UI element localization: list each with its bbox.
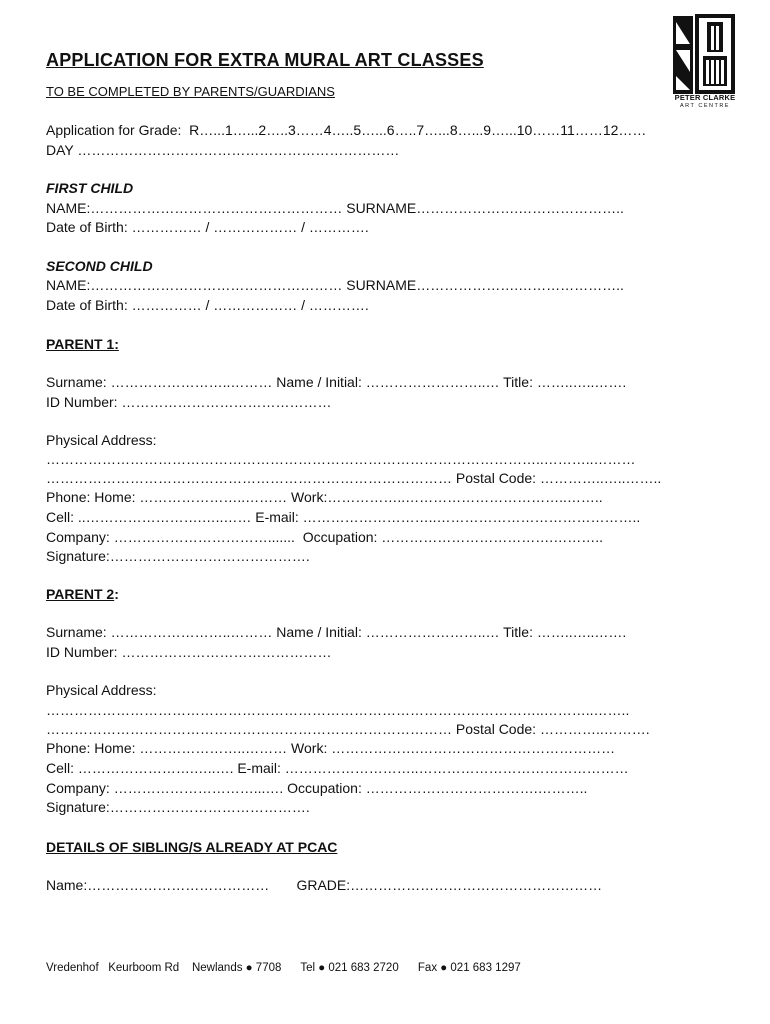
parent2-heading-colon: : [114, 586, 119, 602]
second-child-heading: SECOND CHILD [46, 258, 153, 274]
parent1-address-line1[interactable]: ……………………………………………………………………………………………..………..……… [46, 451, 636, 467]
parent1-phone-line[interactable]: Phone: Home: …………………..……… Work:……………..……………………………..…….. [46, 489, 603, 505]
parent1-id-line[interactable]: ID Number: ……………………………………… [46, 394, 332, 410]
first-child-dob-line[interactable]: Date of Birth: …………… / ……………… / …………. [46, 219, 369, 235]
parent1-cell-line[interactable]: Cell: ..…………………….…..…… E-mail: ………………………..…………………………………….. [46, 509, 641, 525]
grade-line[interactable]: Application for Grade: R…...1…...2…..3……4…..5…...6…..7…...8…...9…...10……11……12…… [46, 122, 647, 138]
parent1-company-line[interactable]: Company: ……………………………....... Occupation: ……………………………….……….. [46, 529, 603, 545]
first-child-name-line[interactable]: NAME:……………………………………………… SURNAME………………….………………….. [46, 200, 624, 216]
parent2-address-line1[interactable]: ……………………………………………………………………………………………..………..…….. [46, 702, 630, 718]
parent2-heading-wrap [46, 586, 119, 603]
parent2-heading: PARENT 2 [46, 586, 115, 602]
logo-subtitle: ART CENTRE [680, 103, 730, 109]
second-child-name-line[interactable]: NAME:……………………………………………… SURNAME………………….………………….. [46, 277, 624, 293]
parent1-address-line2[interactable]: …………………………………………………………………………… Postal Code: …………..…..…….. [46, 470, 662, 486]
day-line[interactable]: DAY …………………………………………………………… [46, 142, 400, 158]
parent2-company-line[interactable]: Company: …………………………...…. Occupation: ……………………………….……….. [46, 780, 588, 796]
parent2-address-line2[interactable]: …………………………………………………………………………… Postal Code: …………..………. [46, 721, 650, 737]
parent1-signature-line[interactable]: Signature:……………………………………. [46, 548, 310, 564]
page-title: APPLICATION FOR EXTRA MURAL ART CLASSES [46, 50, 484, 70]
sibling-name-grade-line[interactable]: Name:………………………………… GRADE:……………………………………………… [46, 877, 603, 893]
parent2-surname-line[interactable]: Surname: ……………………..……… Name / Initial: ……………………..… Title: ……..…..……. [46, 624, 627, 640]
parent2-id-line[interactable]: ID Number: ……………………………………… [46, 644, 332, 660]
parent1-surname-line[interactable]: Surname: ……………………..……… Name / Initial: ……………………..… Title: ……..…..……. [46, 374, 627, 390]
siblings-heading: DETAILS OF SIBLING/S ALREADY AT PCAC [46, 839, 338, 855]
parent1-heading: PARENT 1: [46, 336, 119, 352]
footer-contact: Vredenhof Keurboom Rd Newlands ● 7708 Tel ● 021 683 2720 Fax ● 021 683 1297 [46, 962, 521, 974]
page-subtitle: TO BE COMPLETED BY PARENTS/GUARDIANS [46, 84, 335, 99]
first-child-heading: FIRST CHILD [46, 180, 134, 196]
parent2-address-label: Physical Address: [46, 682, 157, 698]
second-child-dob-line[interactable]: Date of Birth: …………… / ……………… / …………. [46, 297, 369, 313]
parent2-cell-line[interactable]: Cell: …………………….…..…. E-mail: ………………………..……………………………………… [46, 760, 629, 776]
parent2-phone-line[interactable]: Phone: Home: …………………..……… Work: ……………….…………………………………… [46, 740, 616, 756]
parent1-address-label: Physical Address: [46, 432, 157, 448]
logo-name: PETER CLARKE [674, 93, 736, 102]
parent2-signature-line[interactable]: Signature:……………………………………. [46, 799, 310, 815]
